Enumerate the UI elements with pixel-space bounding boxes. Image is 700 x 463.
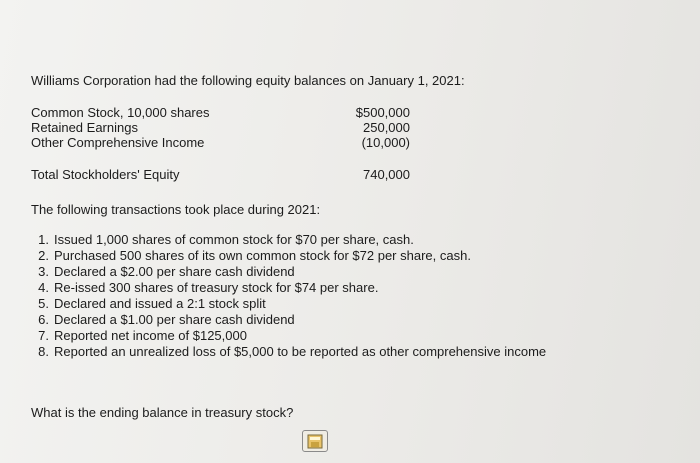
item-number: 6.: [38, 312, 49, 327]
list-item: [31, 296, 546, 312]
total-equity-amount: 740,000: [363, 167, 410, 182]
item-text: Declared and issued a 2:1 stock split: [54, 296, 266, 311]
item-text: Purchased 500 shares of its own common stock for $72 per share, cash.: [54, 248, 471, 263]
list-item: [31, 344, 546, 360]
list-item: [31, 280, 546, 296]
list-item: [31, 264, 546, 280]
question-text: What is the ending balance in treasury stock?: [31, 405, 294, 420]
list-item: [31, 312, 546, 328]
item-number: 8.: [38, 344, 49, 359]
item-number: 3.: [38, 264, 49, 279]
balance-amount-oci: (10,000): [361, 135, 410, 150]
item-number: 1.: [38, 232, 49, 247]
list-item: [31, 232, 546, 248]
item-text: Reported net income of $125,000: [54, 328, 247, 343]
list-item: [31, 328, 546, 344]
list-item: [31, 248, 546, 264]
item-number: 5.: [38, 296, 49, 311]
file-upload-icon-graphic: [303, 431, 327, 451]
item-text: Declared a $1.00 per share cash dividend: [54, 312, 295, 327]
transactions-intro: The following transactions took place during 2021:: [31, 202, 321, 217]
item-text: Re-issed 300 shares of treasury stock for $74 per share.: [54, 280, 379, 295]
item-text: Reported an unrealized loss of $5,000 to be reported as other comprehensive income: [54, 344, 547, 359]
item-text: Declared a $2.00 per share cash dividend: [54, 264, 295, 279]
balance-amount-common-stock: $500,000: [355, 105, 410, 120]
total-equity-label: Total Stockholders' Equity: [31, 167, 180, 182]
item-number: 2.: [38, 248, 49, 263]
item-text: Issued 1,000 shares of common stock for $70 per share, cash.: [54, 232, 414, 247]
balance-label-common-stock: Common Stock, 10,000 shares: [31, 105, 210, 120]
intro-text: Williams Corporation had the following equity balances on January 1, 2021:: [31, 73, 465, 88]
balance-label-oci: Other Comprehensive Income: [31, 135, 205, 150]
item-number: 4.: [38, 280, 49, 295]
transactions-list: [31, 232, 546, 360]
file-upload-icon[interactable]: [302, 430, 328, 452]
balance-amount-retained-earnings: 250,000: [363, 120, 410, 135]
balance-label-retained-earnings: Retained Earnings: [31, 120, 138, 135]
item-number: 7.: [38, 328, 49, 343]
